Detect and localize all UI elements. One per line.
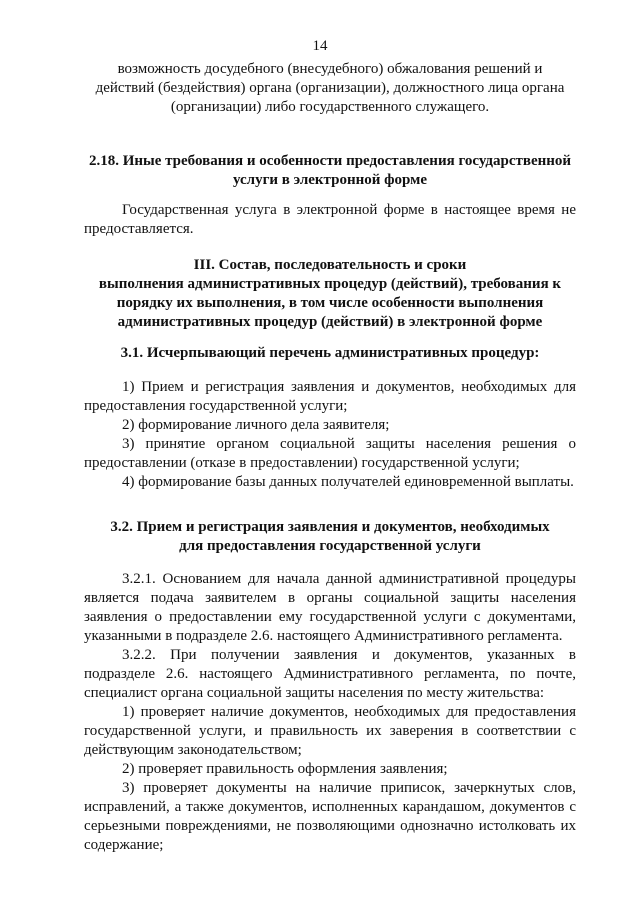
heading-line: административных процедур (действий) в электронной форме <box>117 314 543 330</box>
paragraph-3-2-1: 3.2.1. Основанием для начала данной административной процедуры является подача заявителем в органы социальной защиты населения заявления о предоставлении ему государственной услуги с документами, указанными в подразделе 2.6. настоящего Административного регламента. <box>84 571 576 644</box>
page-number: 14 <box>312 38 328 54</box>
procedure-item: 1) Прием и регистрация заявления и документов, необходимых для предоставления государственной услуги; <box>84 379 576 414</box>
procedure-item: 2) формирование личного дела заявителя; <box>122 417 390 433</box>
check-item: 2) проверяет правильность оформления заявления; <box>122 761 448 777</box>
procedure-item: 4) формирование базы данных получателей единовременной выплаты. <box>122 474 574 490</box>
heading-line: услуги в электронной форме <box>232 172 428 188</box>
check-item: 1) проверяет наличие документов, необходимых для предоставления государственной услуги, и правильность их заверения в соответствии с действующим законодательством; <box>84 704 576 758</box>
heading-line: 3.2. Прием и регистрация заявления и документов, необходимых <box>110 519 550 535</box>
section-3-2-heading <box>84 518 576 556</box>
section-3-heading <box>84 256 576 332</box>
section-2-18-heading <box>84 152 576 190</box>
section-2-18-text: Государственная услуга в электронной форме в настоящее время не предоставляется. <box>84 202 576 237</box>
heading-line: 2.18. Иные требования и особенности предоставления государственной <box>88 153 572 169</box>
heading-line: порядку их выполнения, в том числе особенности выполнения <box>116 295 544 311</box>
intro-line: (организации) либо государственного служащего. <box>170 99 490 115</box>
heading-line: для предоставления государственной услуги <box>179 538 481 554</box>
paragraph-3-2-2: 3.2.2. При получении заявления и документов, указанных в подразделе 2.6. настоящего Административного регламента, по почте, специалист органа социальной защиты населения по месту жительства: <box>84 647 576 701</box>
intro-line: возможность досудебного (внесудебного) обжалования решений и <box>117 61 543 77</box>
intro-line: действий (бездействия) органа (организации), должностного лица органа <box>95 80 565 96</box>
heading-line: выполнения административных процедур (действий), требования к <box>98 276 562 292</box>
heading-line: III. Состав, последовательность и сроки <box>193 257 467 273</box>
procedure-item: 3) принятие органом социальной защиты населения решения о предоставлении (отказе в предоставлении) государственной услуги; <box>84 436 576 471</box>
intro-paragraph <box>84 60 576 117</box>
check-item: 3) проверяет документы на наличие приписок, зачеркнутых слов, исправлений, а также документов, исполненных карандашом, документов с серьезными повреждениями, не позволяющими однозначно истолковать их содержание; <box>84 780 576 853</box>
section-3-1-heading: 3.1. Исчерпывающий перечень административных процедур: <box>120 345 540 361</box>
